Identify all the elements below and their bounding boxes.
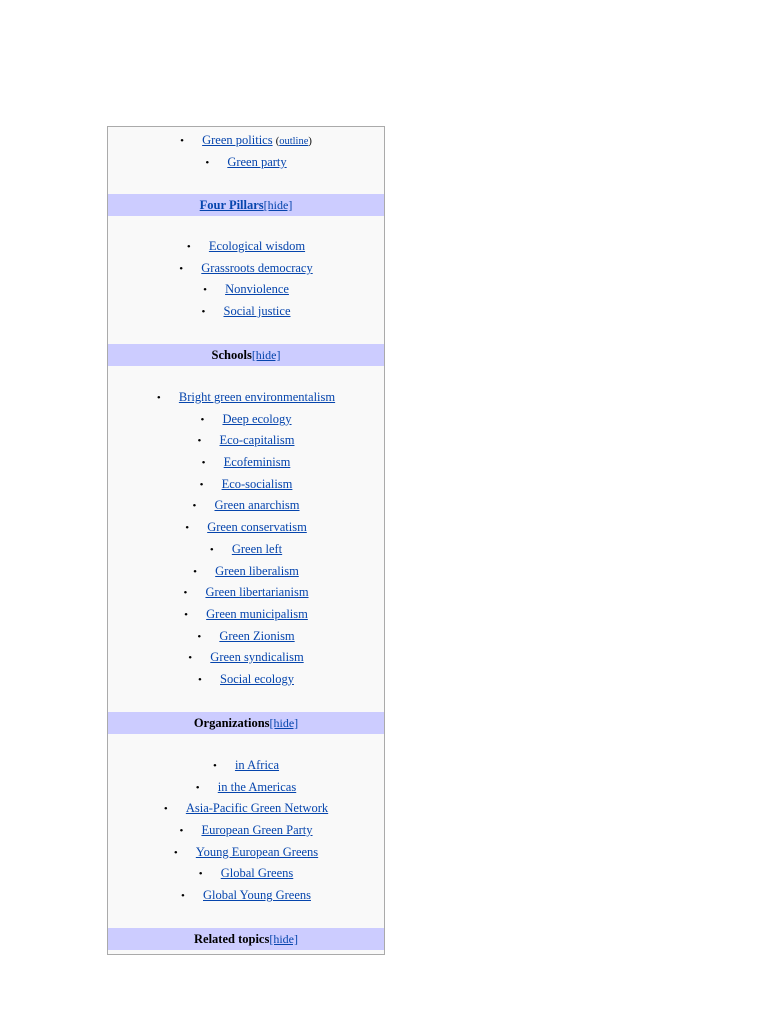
list-item <box>108 777 384 799</box>
list-item-link[interactable]: Grassroots democracy <box>201 260 313 275</box>
list-item <box>108 517 384 539</box>
four-pillars-title[interactable]: Four Pillars <box>199 198 264 212</box>
list-item-link[interactable]: Nonviolence <box>225 282 289 297</box>
bullet: • <box>156 392 161 404</box>
list-item <box>108 626 384 648</box>
bullet: • <box>181 890 185 903</box>
list-item-link[interactable]: Green Zionism <box>219 628 295 643</box>
four-pillars-list <box>108 236 384 323</box>
bullet: • <box>179 825 184 838</box>
list-item-link[interactable]: in the Americas <box>217 779 297 794</box>
related-topics-header <box>108 928 384 950</box>
bullet: • <box>209 543 214 556</box>
list-item-link[interactable]: Green anarchism <box>214 498 300 513</box>
list-item-link[interactable]: European Green Party <box>201 823 313 838</box>
bullet: • <box>193 565 198 578</box>
list-item-link[interactable]: Green left <box>231 541 283 556</box>
bullet: • <box>188 652 193 665</box>
bullet: • <box>183 587 188 600</box>
bullet: • <box>198 868 203 881</box>
hide-related-topics-link[interactable]: [hide] <box>269 932 298 946</box>
list-item <box>108 539 384 561</box>
bullet: • <box>185 522 190 535</box>
organizations-list <box>108 755 384 907</box>
list-item-link[interactable]: Green conservatism <box>207 520 307 535</box>
hide-organizations-link[interactable]: [hide] <box>269 716 299 730</box>
list-item-link[interactable]: in Africa <box>234 758 280 772</box>
bullet: • <box>184 608 188 621</box>
list-item <box>108 863 384 885</box>
list-item <box>108 409 384 431</box>
bullet: • <box>212 760 217 772</box>
list-item-link[interactable]: Green syndicalism <box>210 650 304 665</box>
list-item-link[interactable]: Social justice <box>223 304 291 319</box>
bullet: • <box>203 284 207 297</box>
list-item <box>108 152 384 174</box>
list-item <box>108 755 384 777</box>
bullet: • <box>163 803 168 816</box>
list-item-link[interactable]: Global Young Greens <box>203 888 311 903</box>
list-item-link[interactable]: Green libertarianism <box>205 585 309 600</box>
list-item-link[interactable]: Deep ecology <box>222 411 292 426</box>
bullet: • <box>186 241 191 253</box>
list-item <box>108 474 384 496</box>
bullet: • <box>195 781 200 794</box>
bullet: • <box>198 673 202 686</box>
list-item <box>108 387 384 409</box>
bullet: • <box>180 135 184 147</box>
list-item <box>108 130 384 152</box>
bullet: • <box>173 846 178 859</box>
list-item <box>108 820 384 842</box>
list-item <box>108 452 384 474</box>
bullet: • <box>197 630 202 643</box>
schools-title: Schools <box>211 348 252 362</box>
top-list <box>108 130 384 173</box>
list-item-link[interactable]: Young European Greens <box>195 844 319 859</box>
list-item <box>108 258 384 280</box>
outline-paren-close: ) <box>308 136 312 147</box>
bullet: • <box>201 306 206 319</box>
green-politics-link[interactable]: Green politics <box>202 133 273 147</box>
list-item-link[interactable]: Bright green environmentalism <box>178 390 336 404</box>
list-item-link[interactable]: Green municipalism <box>206 606 308 621</box>
bullet: • <box>200 413 205 426</box>
list-item <box>108 236 384 258</box>
bullet: • <box>179 262 184 275</box>
green-politics-navbox <box>107 126 385 955</box>
list-item-link[interactable]: Global Greens <box>220 866 294 881</box>
list-item-link[interactable]: Social ecology <box>220 671 294 686</box>
related-topics-title: Related topics <box>194 932 270 946</box>
outline-paren-open: ( <box>275 136 280 147</box>
list-item <box>108 669 384 691</box>
hide-four-pillars-link[interactable]: [hide] <box>263 198 293 212</box>
list-item-link[interactable]: Eco-socialism <box>221 476 293 491</box>
list-item-link[interactable]: Eco-capitalism <box>219 433 295 448</box>
green-party-link[interactable]: Green party <box>227 154 287 169</box>
list-item <box>108 430 384 452</box>
bullet: • <box>199 478 204 491</box>
hide-schools-link[interactable]: [hide] <box>251 348 281 362</box>
list-item <box>108 279 384 301</box>
list-item-link[interactable]: Asia-Pacific Green Network <box>185 801 329 816</box>
list-item <box>108 842 384 864</box>
list-item <box>108 301 384 323</box>
schools-list <box>108 387 384 691</box>
list-item <box>108 885 384 907</box>
bullet: • <box>192 500 197 513</box>
list-item <box>108 647 384 669</box>
list-item <box>108 798 384 820</box>
list-item <box>108 495 384 517</box>
list-item-link[interactable]: Ecological wisdom <box>208 239 306 253</box>
bullet: • <box>205 156 210 169</box>
organizations-title: Organizations <box>193 716 270 730</box>
list-item-link[interactable]: Green liberalism <box>215 563 299 578</box>
bullet: • <box>201 457 206 470</box>
outline-link[interactable]: outline <box>279 136 309 147</box>
list-item <box>108 582 384 604</box>
list-item <box>108 561 384 583</box>
bullet: • <box>197 435 202 448</box>
four-pillars-header <box>108 194 384 216</box>
schools-header <box>108 344 384 366</box>
list-item-link[interactable]: Ecofeminism <box>223 455 291 470</box>
list-item <box>108 604 384 626</box>
organizations-header <box>108 712 384 734</box>
